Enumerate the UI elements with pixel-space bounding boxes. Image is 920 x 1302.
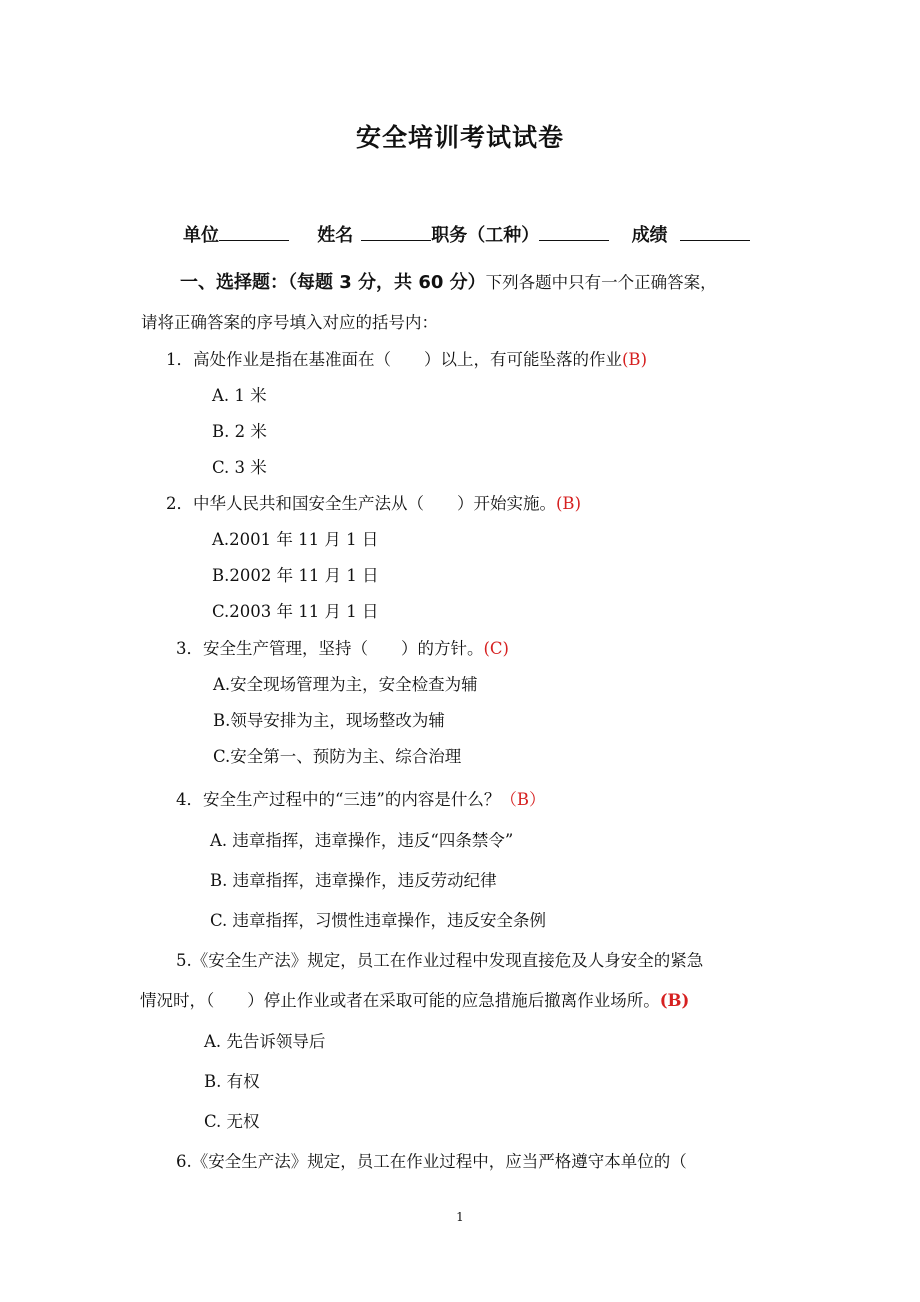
- option-a: A. 1 米: [212, 386, 267, 405]
- answer-mark: (C): [483, 639, 509, 658]
- name-blank: [361, 220, 431, 241]
- question-6: 6.《安全生产法》规定，员工在作业过程中，应当严格遵守本单位的（: [176, 1152, 687, 1171]
- section-heading: [180, 270, 717, 296]
- name-label: 姓名: [317, 225, 354, 246]
- option-c: C. 违章指挥，习惯性违章操作，违反安全条例: [210, 911, 547, 930]
- option-b: B.2002 年 11 月 1 日: [212, 566, 379, 585]
- option-a: A.安全现场管理为主，安全检查为辅: [213, 675, 478, 694]
- question-stem: 1．高处作业是指在基准面在（ ）以上，有可能坠落的作业: [166, 350, 622, 369]
- option-c: C.安全第一、预防为主、综合治理: [213, 747, 462, 766]
- question-3: [176, 638, 509, 660]
- question-1: [166, 349, 647, 371]
- score-blank: [680, 220, 750, 241]
- answer-mark: (B): [622, 350, 647, 369]
- question-stem: 2．中华人民共和国安全生产法从（ ）开始实施。: [166, 494, 556, 513]
- option-b: B. 有权: [204, 1072, 260, 1091]
- option-a: A.2001 年 11 月 1 日: [212, 530, 379, 549]
- option-b: B. 违章指挥，违章操作，违反劳动纪律: [210, 871, 497, 890]
- page-number: 1: [456, 1210, 464, 1224]
- score-label: 成绩: [631, 225, 668, 246]
- answer-mark: （B）: [500, 790, 546, 809]
- unit-label: 单位: [183, 225, 219, 246]
- unit-blank: [219, 220, 289, 241]
- question-stem: 情况时，（ ）停止作业或者在采取可能的应急措施后撤离作业场所。: [140, 991, 660, 1010]
- section-instruction-cont: 请将正确答案的序号填入对应的括号内：: [141, 313, 438, 332]
- question-5: 5.《安全生产法》规定，员工在作业过程中发现直接危及人身安全的紧急: [176, 951, 704, 970]
- question-stem: 3．安全生产管理，坚持（ ）的方针。: [176, 639, 484, 658]
- option-a: A. 违章指挥，违章操作，违反“四条禁令”: [210, 831, 514, 850]
- answer-mark: (B): [556, 494, 581, 513]
- question-5-cont: [140, 990, 689, 1012]
- exam-info-row: [183, 220, 750, 246]
- option-c: C.2003 年 11 月 1 日: [212, 602, 379, 621]
- position-blank: [539, 220, 609, 241]
- section-instruction: 下列各题中只有一个正确答案，: [485, 273, 717, 292]
- section-title: 一、选择题：（每题 3 分，共 60 分）: [180, 272, 486, 293]
- position-label: 职务（工种）: [431, 225, 540, 246]
- question-2: [166, 493, 581, 515]
- answer-mark: (B): [659, 991, 690, 1010]
- page-title: 安全培训考试试卷: [355, 123, 564, 152]
- option-b: B.领导安排为主，现场整改为辅: [213, 711, 445, 730]
- option-c: C. 无权: [204, 1112, 260, 1131]
- question-4: [176, 789, 546, 811]
- option-a: A. 先告诉领导后: [204, 1032, 326, 1051]
- option-c: C. 3 米: [212, 458, 267, 477]
- question-stem: 4．安全生产过程中的“三违”的内容是什么？: [176, 790, 501, 809]
- option-b: B. 2 米: [212, 422, 267, 441]
